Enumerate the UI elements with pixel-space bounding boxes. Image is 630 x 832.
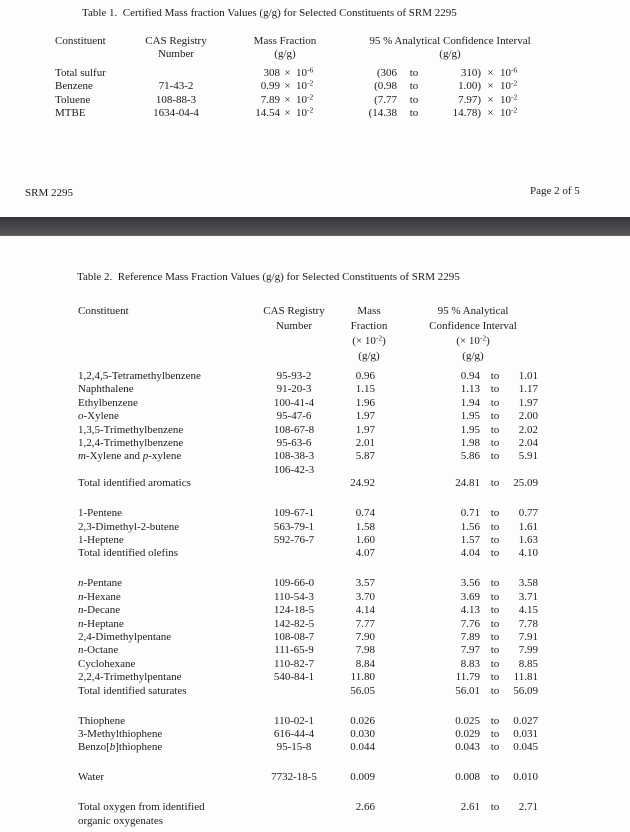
ci-to-label: to — [490, 714, 500, 727]
ci-low-value: 0.025 — [455, 714, 480, 727]
ci-to-label: to — [490, 507, 500, 520]
exponent: $10^{-2}$ — [296, 105, 314, 120]
ci-low-value: 1.95 — [460, 410, 480, 423]
ci-low-value: 3.56 — [460, 577, 480, 590]
table2-row — [0, 644, 630, 658]
constituent-cell: 2,4-Dimethylpentane — [78, 631, 172, 643]
cas-cell: 540-84-1 — [273, 671, 315, 684]
mass-fraction-value: 2.66 — [355, 801, 375, 814]
ci-low-value: 7.89 — [460, 631, 480, 643]
ci-low-value: 0.94 — [460, 370, 480, 382]
exponent: $10^{-2}$ — [500, 92, 518, 106]
exponent: $10^{-2}$ — [500, 78, 518, 93]
times-symbol: × — [487, 80, 494, 93]
cas-cell: 109-67-1 — [273, 507, 315, 520]
ci-low-value: 1.13 — [460, 383, 480, 396]
ci-low-value: 0.008 — [455, 771, 480, 784]
table2-row — [0, 591, 630, 605]
constituent-cell: Toluene — [55, 93, 91, 106]
ci-low-value: 0.029 — [455, 728, 480, 740]
mass-fraction-value: 3.70 — [355, 590, 375, 603]
ci-high-value: 7.91 — [518, 631, 538, 643]
ci-to-label: to — [490, 741, 500, 754]
exponent: $10^{-6}$ — [500, 65, 518, 79]
ci-to-label: to — [490, 631, 500, 643]
table2-row — [0, 397, 630, 411]
constituent-cell: 3-Methylthiophene — [78, 728, 163, 740]
constituent-cell: n-Pentane — [78, 577, 122, 590]
ci-high-value: 1.61 — [518, 520, 538, 533]
ci-high-value: 7.99 — [518, 644, 538, 657]
ci-to-label: to — [490, 644, 500, 657]
ci-high-value: 2.02 — [518, 423, 538, 436]
ci-low-value: 7.97 — [460, 644, 480, 657]
mass-fraction-value: 3.57 — [355, 577, 375, 590]
ci-low-value: (306 — [376, 67, 397, 79]
ci-to-label: to — [490, 520, 500, 533]
mass-fraction-value: 4.07 — [355, 547, 375, 560]
constituent-cell: Thiophene — [78, 714, 126, 727]
table1-title: Table 1. Certified Mass fraction Values (g/g) for Selected Constituents of SRM 2295 — [82, 7, 457, 19]
constituent-cell: 2,2,4-Trimethylpentane — [78, 671, 182, 684]
ci-low-value: 4.04 — [460, 547, 480, 560]
ci-low-value: (14.38 — [368, 107, 397, 120]
constituent-cell: m-Xylene and p-xylene — [78, 450, 182, 463]
cas-cell: 95-15-8 — [276, 741, 312, 754]
ci-low-value: 0.71 — [460, 507, 480, 520]
table1-header-cas-line2: Number — [157, 48, 195, 60]
mass-fraction-value: 2.01 — [355, 437, 375, 449]
constituent-cell: MTBE — [55, 107, 86, 120]
table2-row — [0, 477, 630, 491]
constituent-cell: 2,3-Dimethyl-2-butene — [78, 520, 180, 533]
times-symbol: × — [487, 67, 494, 79]
constituent-cell: Total identified olefins — [78, 547, 179, 560]
ci-low-value: 8.83 — [460, 657, 480, 670]
ci-high-value: 1.97 — [518, 396, 538, 409]
ci-high-value: 0.77 — [518, 507, 538, 520]
constituent-cell: Benzo[b]thiophene — [78, 741, 163, 754]
table1-header-mass-line2: (g/g) — [274, 48, 296, 60]
cas-cell: 95-93-2 — [276, 370, 312, 382]
ci-high-value: 25.09 — [513, 477, 538, 490]
mass-fraction-value: 0.026 — [350, 714, 375, 727]
mass-fraction-value: 8.84 — [355, 657, 375, 670]
ci-low-value: 0.043 — [455, 741, 480, 754]
table2-header-cas-line1: CAS Registry — [263, 305, 325, 317]
table1-header-cas-line1: CAS Registry — [145, 35, 207, 47]
ci-high-value: 5.91 — [518, 450, 538, 463]
mass-fraction-value: 0.044 — [350, 741, 375, 754]
cas-cell: 110-82-7 — [274, 657, 314, 670]
times-symbol: × — [487, 93, 494, 106]
ci-to-label: to — [490, 450, 500, 463]
ci-low-value: 24.81 — [455, 477, 480, 490]
ci-low-value: (0.98 — [374, 80, 397, 93]
ci-high-value: 0.010 — [513, 771, 538, 784]
mass-fraction-value: 4.14 — [355, 604, 375, 617]
cas-cell: 95-63-6 — [276, 437, 312, 449]
ci-high-value: 2.00 — [518, 410, 538, 423]
cas-cell: 563-79-1 — [273, 520, 315, 533]
ci-high-value: 7.78 — [518, 617, 538, 630]
ci-high-value: 3.58 — [518, 577, 538, 590]
table2-row — [0, 715, 630, 729]
ci-low-value: 3.69 — [460, 590, 480, 603]
cas-cell: 106-42-3 — [273, 463, 315, 476]
mass-fraction-value: 0.030 — [350, 728, 375, 740]
cas-cell: 110-54-3 — [274, 590, 314, 603]
cas-cell: 1634-04-4 — [153, 107, 199, 120]
cas-cell: 7732-18-5 — [271, 771, 317, 784]
mass-fraction-value: 1.60 — [355, 534, 375, 546]
table2-header-mass-line4: (g/g) — [358, 350, 380, 362]
constituent-cell: 1-Pentene — [78, 507, 122, 520]
footer-page-number: Page 2 of 5 — [530, 185, 580, 197]
cas-cell: 124-18-5 — [273, 604, 315, 617]
table1-header-ci-line1: 95 % Analytical Confidence Interval — [369, 35, 531, 47]
constituent-cell: Ethylbenzene — [78, 396, 138, 409]
ci-to-label: to — [490, 396, 500, 409]
mass-fraction-value: 0.99 — [260, 80, 280, 93]
table2-header-cas-line2: Number — [275, 320, 313, 332]
ci-low-value: 2.61 — [460, 801, 480, 814]
table2-row — [0, 771, 630, 785]
mass-fraction-value: 1.97 — [355, 410, 375, 423]
cas-cell: 71-43-2 — [158, 80, 194, 93]
ci-high-value: 1.00) — [458, 80, 481, 93]
cas-cell: 616-44-4 — [273, 728, 315, 740]
cas-cell: 108-08-7 — [273, 631, 315, 643]
cas-cell: 109-66-0 — [273, 577, 315, 590]
ci-high-value: 4.15 — [518, 604, 538, 617]
mass-fraction-value: 1.15 — [355, 383, 375, 396]
ci-low-value: 1.98 — [460, 437, 480, 449]
ci-to-label: to — [490, 383, 500, 396]
table2-row — [0, 801, 630, 815]
mass-fraction-value: 1.97 — [355, 423, 375, 436]
constituent-cell: n-Octane — [78, 644, 119, 657]
ci-to-label: to — [490, 370, 500, 382]
constituent-cell: Total oxygen from identified — [78, 801, 205, 814]
ci-low-value: 1.95 — [460, 423, 480, 436]
cas-cell: 108-67-8 — [273, 423, 315, 436]
table2-row — [0, 410, 630, 424]
ci-low-value: 1.56 — [460, 520, 480, 533]
constituent-cell: Cyclohexane — [78, 657, 136, 670]
ci-to-label: to — [490, 577, 500, 590]
table2-row — [0, 604, 630, 618]
table2-row — [0, 534, 630, 548]
table2-row — [0, 450, 630, 464]
table2-header-constituent: Constituent — [78, 305, 129, 317]
table2-header-mass-line3: (× $10^{-2}$) — [352, 333, 386, 347]
constituent-cell: Water — [78, 771, 104, 784]
table2-row — [0, 577, 630, 591]
times-symbol: × — [284, 107, 291, 120]
constituent-cell: Benzene — [55, 80, 93, 93]
times-symbol: × — [284, 67, 291, 79]
exponent: $10^{-2}$ — [296, 92, 314, 106]
ci-high-value: 7.97) — [458, 93, 481, 106]
ci-to-label: to — [409, 93, 419, 106]
table2-row — [0, 424, 630, 438]
table2-row — [0, 741, 630, 755]
ci-high-value: 3.71 — [518, 590, 538, 603]
mass-fraction-value: 56.05 — [350, 684, 375, 697]
ci-high-value: 2.71 — [518, 801, 538, 814]
cas-cell: 100-41-4 — [273, 396, 315, 409]
ci-to-label: to — [490, 771, 500, 784]
times-symbol: × — [487, 107, 494, 120]
table2-header-ci-line3: (× $10^{-2}$) — [456, 333, 490, 347]
mass-fraction-value: 1.96 — [355, 396, 375, 409]
ci-to-label: to — [409, 67, 419, 79]
ci-to-label: to — [490, 657, 500, 670]
exponent: $10^{-6}$ — [296, 65, 314, 79]
ci-to-label: to — [490, 423, 500, 436]
ci-to-label: to — [490, 684, 500, 697]
constituent-cell: n-Hexane — [78, 590, 121, 603]
mass-fraction-value: 11.80 — [350, 671, 375, 684]
table2-row — [0, 685, 630, 699]
ci-to-label: to — [490, 617, 500, 630]
mass-fraction-value: 14.54 — [255, 107, 280, 120]
constituent-cell: Total sulfur — [55, 67, 106, 79]
constituent-cell: Naphthalene — [78, 383, 134, 396]
cas-cell: 111-65-9 — [274, 644, 314, 657]
mass-fraction-value: 7.89 — [260, 93, 280, 106]
table2-title: Table 2. Reference Mass Fraction Values (g/g) for Selected Constituents of SRM 2295 — [77, 271, 460, 283]
footer-srm-label: SRM 2295 — [25, 187, 73, 199]
constituent-cell: 1-Heptene — [78, 534, 124, 546]
ci-high-value: 56.09 — [513, 684, 538, 697]
ci-low-value: 56.01 — [455, 684, 480, 697]
ci-to-label: to — [490, 534, 500, 546]
table2-header-ci-line2: Confidence Interval — [429, 320, 517, 332]
ci-low-value: 1.94 — [460, 396, 480, 409]
ci-high-value: 14.78) — [452, 107, 481, 120]
ci-to-label: to — [409, 107, 419, 120]
constituent-cell: 1,3,5-Trimethylbenzene — [78, 423, 184, 436]
table2-header-ci-line4: (g/g) — [462, 350, 484, 362]
table1-header-constituent: Constituent — [55, 35, 106, 47]
table2-row — [0, 521, 630, 535]
mass-fraction-value: 7.98 — [355, 644, 375, 657]
ci-to-label: to — [490, 801, 500, 814]
ci-to-label: to — [490, 590, 500, 603]
mass-fraction-value: 1.58 — [355, 520, 375, 533]
ci-low-value: 4.13 — [460, 604, 480, 617]
mass-fraction-value: 308 — [263, 67, 280, 79]
table2-row — [0, 383, 630, 397]
mass-fraction-value: 0.74 — [355, 507, 375, 520]
cas-cell: 110-02-1 — [274, 714, 314, 727]
ci-to-label: to — [490, 604, 500, 617]
cas-cell: 95-47-6 — [276, 410, 312, 423]
ci-high-value: 1.01 — [518, 370, 538, 382]
ci-high-value: 0.045 — [513, 741, 538, 754]
times-symbol: × — [284, 93, 291, 106]
mass-fraction-value: 24.92 — [350, 477, 375, 490]
mass-fraction-value: 5.87 — [355, 450, 375, 463]
ci-to-label: to — [490, 410, 500, 423]
ci-to-label: to — [409, 80, 419, 93]
table2-row — [0, 618, 630, 632]
table2-row — [0, 507, 630, 521]
ci-high-value: 4.10 — [518, 547, 538, 560]
ci-high-value: 2.04 — [518, 437, 538, 449]
table1-header-ci-line2: (g/g) — [439, 48, 461, 60]
constituent-cell: 1,2,4-Trimethylbenzene — [78, 437, 184, 449]
ci-low-value: 7.76 — [460, 617, 480, 630]
ci-to-label: to — [490, 671, 500, 684]
ci-to-label: to — [490, 437, 500, 449]
constituent-cell: 1,2,4,5-Tetramethylbenzene — [78, 370, 201, 382]
mass-fraction-value: 7.77 — [355, 617, 375, 630]
mass-fraction-value: 0.009 — [350, 771, 375, 784]
cas-cell: 142-82-5 — [273, 617, 315, 630]
constituent-cell: o-Xylene — [78, 410, 119, 423]
cas-cell: 108-38-3 — [273, 450, 315, 463]
table1-header-mass-line1: Mass Fraction — [253, 35, 317, 47]
constituent-cell: organic oxygenates — [78, 814, 164, 827]
table2-row — [0, 815, 630, 829]
ci-to-label: to — [490, 728, 500, 740]
constituent-cell: Total identified aromatics — [78, 477, 191, 490]
table2-row — [0, 547, 630, 561]
ci-high-value: 0.031 — [513, 728, 538, 740]
exponent: $10^{-2}$ — [500, 105, 518, 120]
table2-row — [0, 631, 630, 645]
constituent-cell: Total identified saturates — [78, 684, 187, 697]
mass-fraction-value: 0.96 — [355, 370, 375, 382]
times-symbol: × — [284, 80, 291, 93]
table2-row — [0, 370, 630, 384]
table2-row — [0, 658, 630, 672]
table2-row — [0, 671, 630, 685]
cas-cell: 592-76-7 — [273, 534, 315, 546]
mass-fraction-value: 7.90 — [355, 631, 375, 643]
table2-header-ci-line1: 95 % Analytical — [437, 305, 509, 317]
ci-high-value: 1.17 — [518, 383, 538, 396]
cas-cell: 91-20-3 — [276, 383, 312, 396]
constituent-cell: n-Heptane — [78, 617, 124, 630]
ci-to-label: to — [490, 477, 500, 490]
constituent-cell: n-Decane — [78, 604, 121, 617]
ci-low-value: (7.77 — [374, 93, 397, 106]
ci-low-value: 5.86 — [460, 450, 480, 463]
table2-row — [0, 437, 630, 451]
exponent: $10^{-2}$ — [296, 78, 314, 93]
ci-high-value: 0.027 — [513, 714, 538, 727]
ci-to-label: to — [490, 547, 500, 560]
table2-header-mass-line1: Mass — [357, 305, 381, 317]
ci-low-value: 11.79 — [455, 671, 480, 684]
ci-high-value: 310) — [460, 67, 481, 79]
cas-cell: 108-88-3 — [155, 93, 197, 106]
ci-low-value: 1.57 — [460, 534, 480, 546]
table2-row — [0, 464, 630, 478]
table2-header-mass-line2: Fraction — [350, 320, 388, 332]
table2-row — [0, 728, 630, 742]
ci-high-value: 1.63 — [518, 534, 538, 546]
ci-high-value: 11.81 — [513, 671, 538, 684]
ci-high-value: 8.85 — [518, 657, 538, 670]
